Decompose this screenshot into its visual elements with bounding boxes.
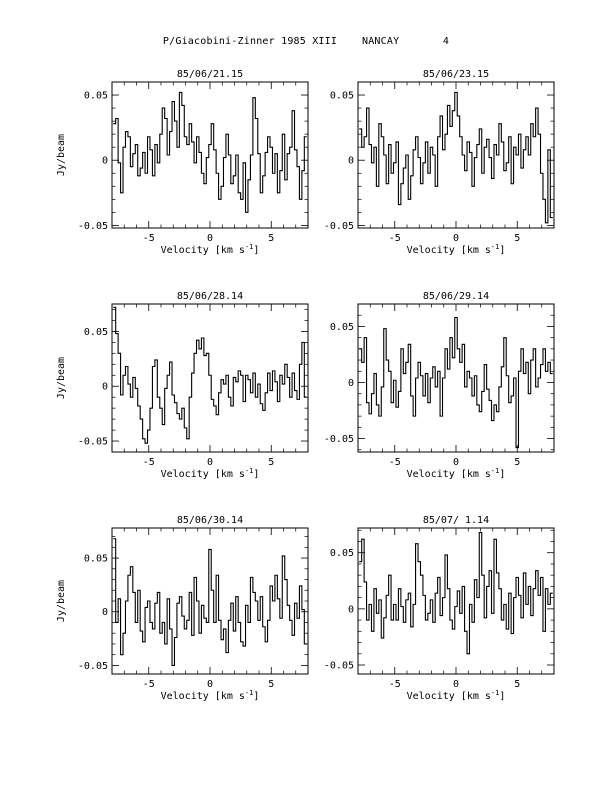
- panel-title: 85/06/28.14: [176, 291, 244, 302]
- x-tick-label: -5: [388, 679, 401, 690]
- plot-frame: [112, 82, 308, 228]
- x-tick-label: 5: [514, 457, 521, 468]
- y-tick-label: 0: [347, 155, 354, 167]
- plot-frame: [358, 304, 554, 452]
- y-tick-label: 0.05: [329, 548, 354, 560]
- comet-name: P/Giacobini-Zinner 1985 XIII: [162, 36, 338, 47]
- panel-title: 85/06/30.14: [176, 515, 244, 526]
- x-axis-label: Velocity [km $s^{-1}$]: [406, 467, 506, 480]
- panel-title: 85/07/ 1.14: [422, 515, 490, 526]
- panel-title: 85/06/21.15: [176, 69, 244, 80]
- y-tick-label: 0: [101, 155, 108, 167]
- y-tick-label: -0.05: [77, 436, 108, 448]
- y-tick-label: 0: [347, 604, 354, 616]
- y-axis-label: Jy/beam: [56, 579, 67, 623]
- spectrum-panel: [324, 291, 554, 480]
- y-tick-label: -0.05: [323, 220, 354, 232]
- x-tick-label: -5: [388, 457, 401, 468]
- spectrum-panel: [56, 291, 308, 480]
- y-tick-label: 0.05: [83, 553, 108, 565]
- y-tick-label: -0.05: [323, 434, 354, 446]
- x-axis-label: Velocity [km $s^{-1}$]: [160, 243, 260, 256]
- y-tick-label: 0.05: [329, 321, 354, 333]
- x-tick-label: 0: [452, 233, 460, 244]
- y-tick-label: 0: [101, 607, 108, 619]
- x-tick-label: 0: [206, 457, 214, 468]
- y-tick-label: -0.05: [77, 660, 108, 672]
- y-axis-label: Jy/beam: [56, 133, 67, 177]
- panel-title: 85/06/23.15: [422, 69, 490, 80]
- x-tick-label: -5: [142, 457, 155, 468]
- x-tick-label: 0: [206, 233, 214, 244]
- spectrum-line: [359, 317, 553, 447]
- x-tick-label: 5: [514, 679, 521, 690]
- spectrum-line: [359, 92, 553, 222]
- spectrum-line: [113, 539, 307, 666]
- x-tick-label: 0: [206, 679, 214, 690]
- plot-frame: [112, 304, 308, 452]
- spectrum-line: [113, 307, 307, 443]
- spectrum-panel: [56, 515, 308, 702]
- y-axis-label: Jy/beam: [56, 356, 67, 400]
- spectrum-panel: [324, 515, 554, 702]
- x-tick-label: -5: [142, 233, 155, 244]
- x-axis-label: Velocity [km $s^{-1}$]: [406, 243, 506, 256]
- x-tick-label: 5: [268, 457, 275, 468]
- y-tick-label: 0: [101, 381, 108, 393]
- y-tick-label: -0.05: [323, 660, 354, 672]
- x-axis-label: Velocity [km $s^{-1}$]: [406, 689, 506, 702]
- y-tick-label: 0.05: [83, 90, 108, 102]
- x-axis-label: Velocity [km $s^{-1}$]: [160, 467, 260, 480]
- x-tick-label: -5: [142, 679, 155, 690]
- spectrum-line: [113, 92, 307, 212]
- spectrum-panel: [56, 69, 308, 256]
- x-tick-label: 0: [452, 457, 460, 468]
- y-tick-label: 0.05: [83, 326, 108, 338]
- x-tick-label: 5: [268, 233, 275, 244]
- spectrum-line: [359, 532, 553, 653]
- plot-frame: [358, 528, 554, 674]
- x-tick-label: 5: [268, 679, 275, 690]
- y-tick-label: 0: [347, 377, 354, 389]
- y-tick-label: -0.05: [77, 220, 108, 232]
- x-tick-label: -5: [388, 233, 401, 244]
- station-name: NANCAY: [361, 36, 400, 47]
- page-number: 4: [442, 36, 450, 47]
- x-axis-label: Velocity [km $s^{-1}$]: [160, 689, 260, 702]
- x-tick-label: 0: [452, 679, 460, 690]
- x-tick-label: 5: [514, 233, 521, 244]
- plot-frame: [358, 82, 554, 228]
- panel-title: 85/06/29.14: [422, 291, 490, 302]
- spectrum-panel: [324, 69, 554, 256]
- y-tick-label: 0.05: [329, 90, 354, 102]
